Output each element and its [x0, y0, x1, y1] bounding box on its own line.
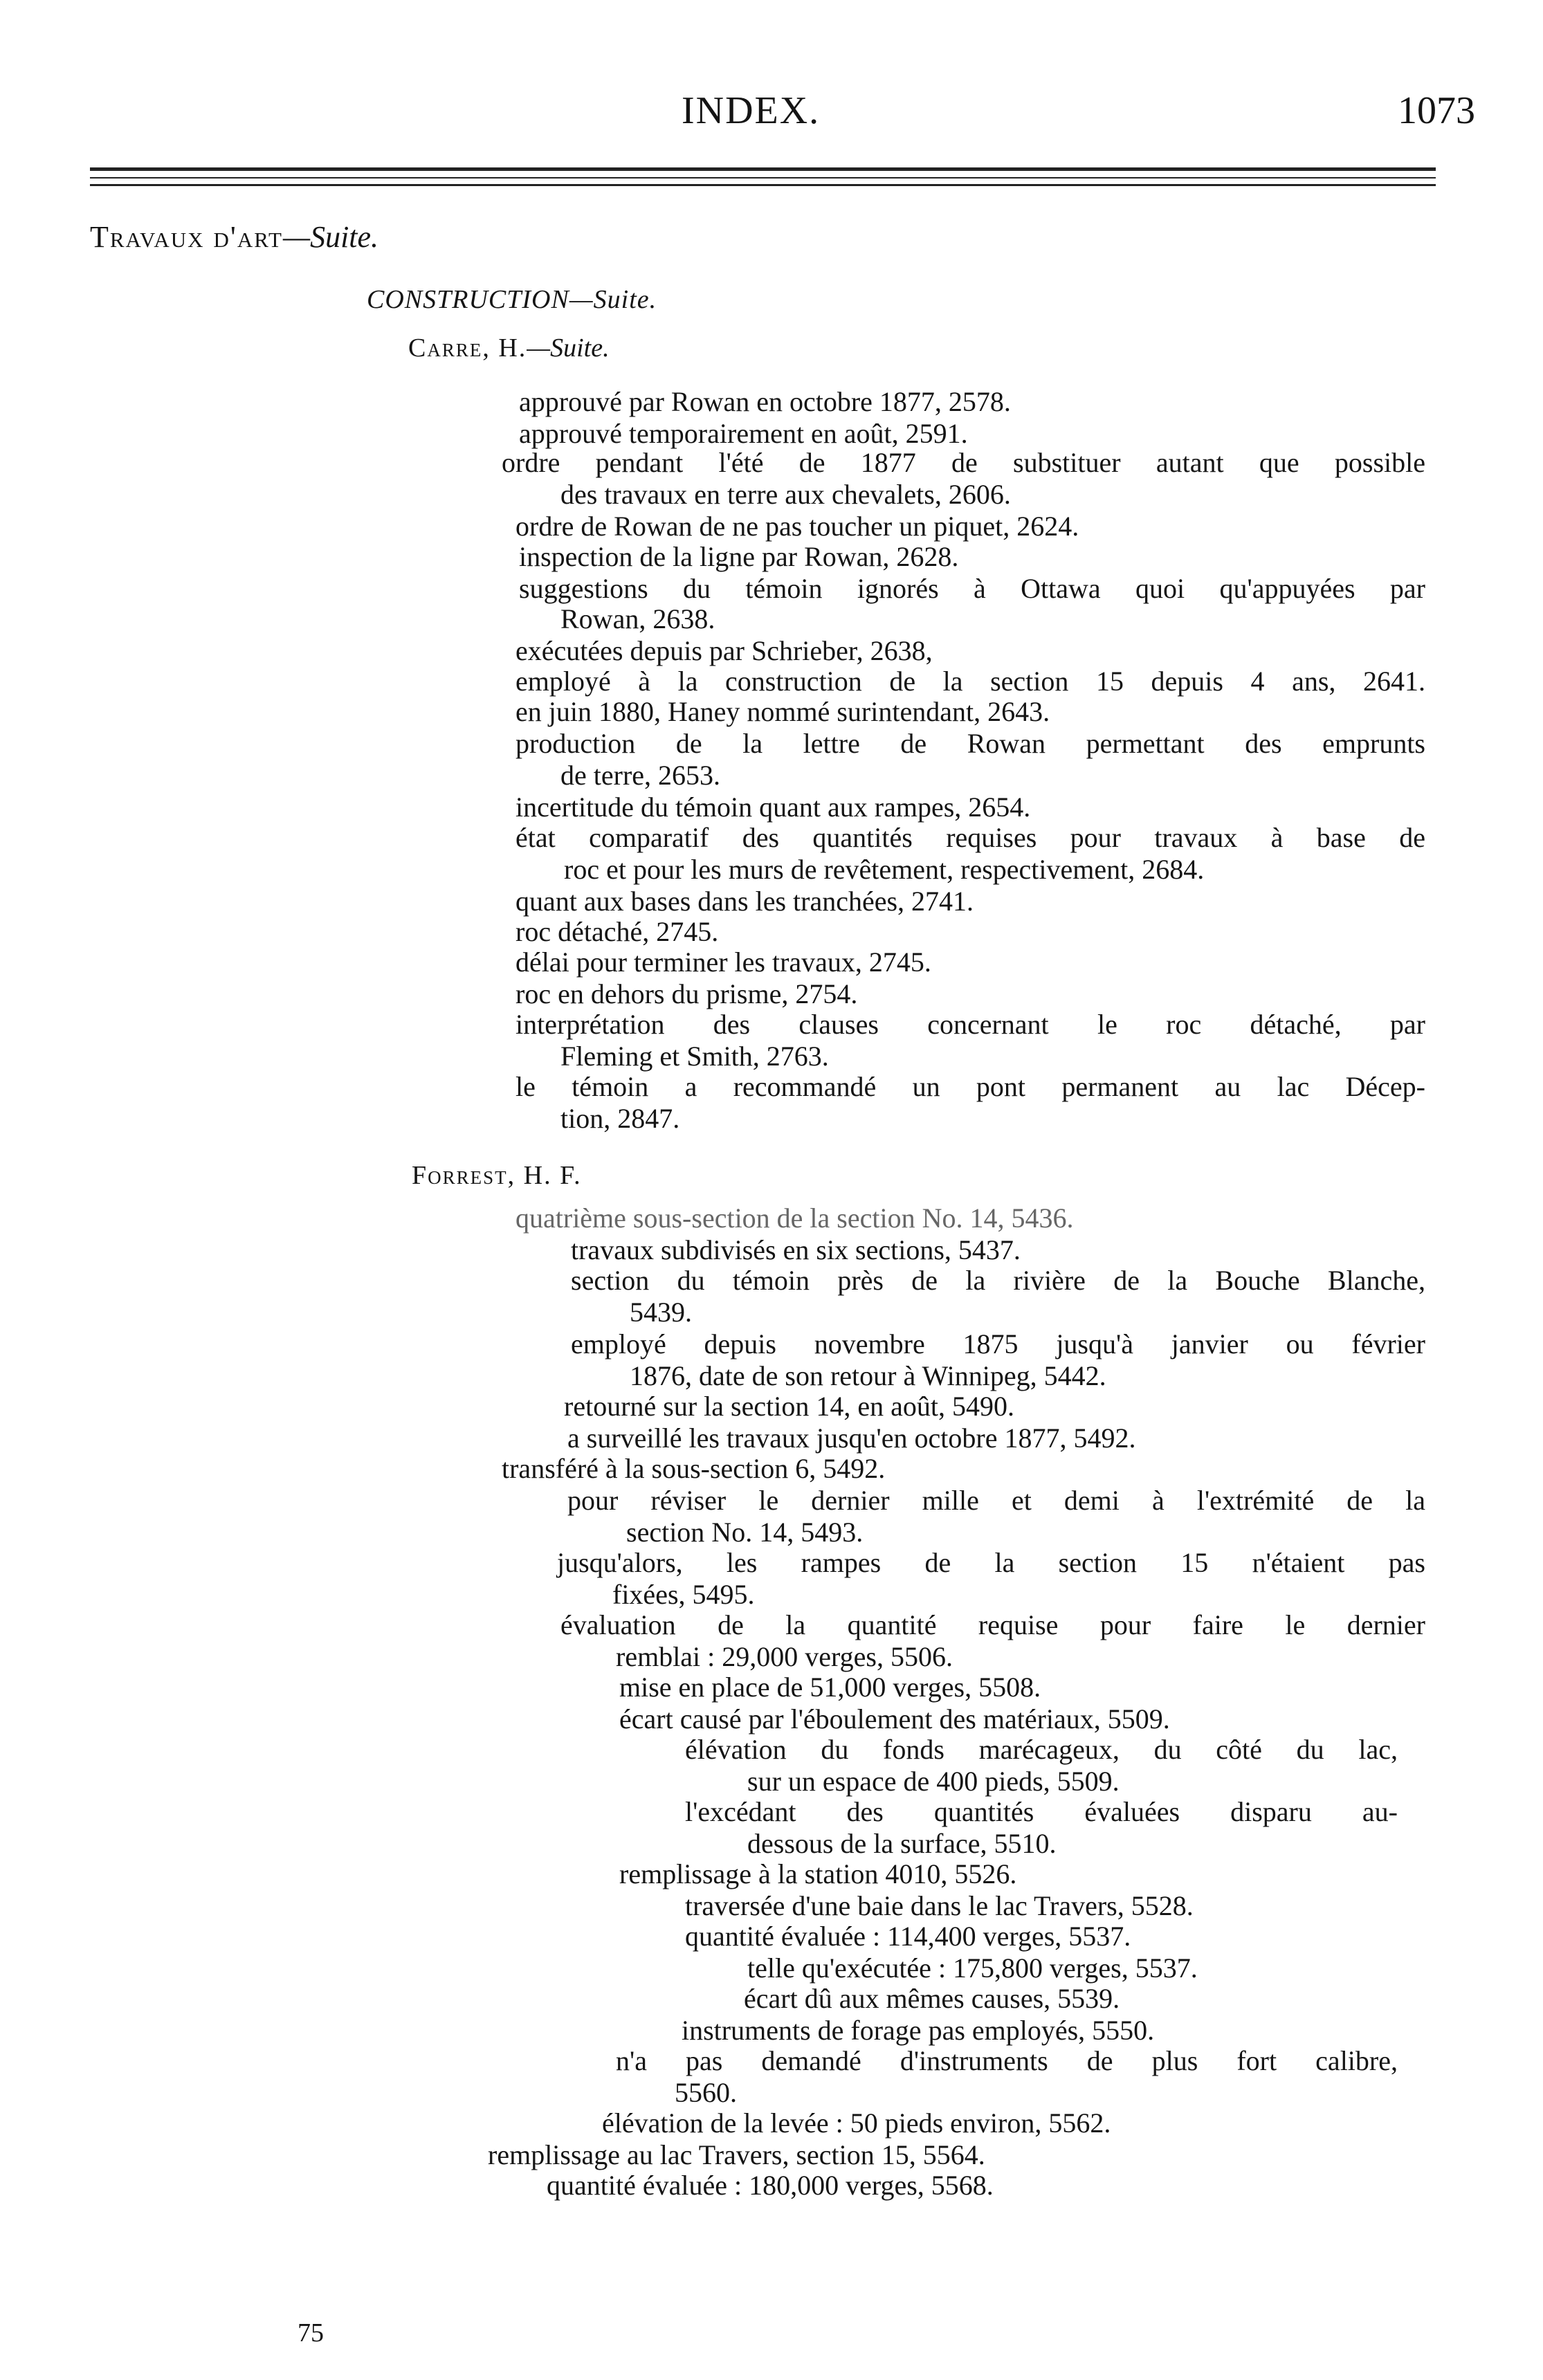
index-line: production de la lettre de Rowan permettant des emprunts: [515, 728, 1425, 759]
index-line: pour réviser le dernier mille et demi à l'extrémité de la: [567, 1485, 1425, 1516]
index-line: transféré à la sous-section 6, 5492.: [502, 1453, 886, 1484]
index-line: évaluation de la quantité requise pour faire le dernier: [560, 1609, 1425, 1640]
index-line: n'a pas demandé d'instruments de plus fort calibre,: [616, 2045, 1398, 2076]
index-line: remplissage à la station 4010, 5526.: [619, 1858, 1017, 1889]
index-line: interprétation des clauses concernant le roc détaché, par: [515, 1009, 1425, 1040]
index-line: quatrième sous-section de la section No. 14, 5436.: [515, 1202, 1074, 1234]
index-line: jusqu'alors, les rampes de la section 15 n'étaient pas: [557, 1547, 1425, 1578]
header-rule: [90, 177, 1436, 178]
index-line: 5439.: [630, 1297, 692, 1328]
index-line: délai pour terminer les travaux, 2745.: [515, 946, 931, 978]
index-line: en juin 1880, Haney nommé surintendant, 2643.: [515, 696, 1050, 727]
index-line: dessous de la surface, 5510.: [747, 1828, 1057, 1859]
index-line: employé depuis novembre 1875 jusqu'à janvier ou février: [571, 1328, 1425, 1360]
signature-mark: 75: [298, 2318, 324, 2347]
index-line: tion, 2847.: [560, 1103, 680, 1134]
index-line: Rowan, 2638.: [560, 603, 715, 634]
index-line: sur un espace de 400 pieds, 5509.: [747, 1766, 1120, 1797]
index-line: quant aux bases dans les tranchées, 2741.: [515, 886, 974, 917]
page-number: 1073: [1398, 89, 1475, 132]
index-line: travaux subdivisés en six sections, 5437.: [571, 1234, 1021, 1265]
index-line: l'excédant des quantités évaluées disparu au-: [685, 1796, 1398, 1827]
index-line: remblai : 29,000 verges, 5506.: [616, 1641, 953, 1672]
sub-heading: CONSTRUCTION—Suite.: [367, 285, 657, 314]
index-line: approuvé temporairement en août, 2591.: [519, 418, 968, 449]
index-line: a surveillé les travaux jusqu'en octobre 1877, 5492.: [567, 1422, 1136, 1454]
index-line: roc en dehors du prisme, 2754.: [515, 978, 858, 1009]
index-line: retourné sur la section 14, en août, 5490.: [564, 1391, 1014, 1422]
index-line: écart dû aux mêmes causes, 5539.: [744, 1983, 1120, 2014]
index-line: section du témoin près de la rivière de la Bouche Blanche,: [571, 1265, 1425, 1296]
entry-name: Forrest, H. F.: [412, 1161, 582, 1190]
page-title: INDEX.: [682, 89, 821, 132]
index-line: quantité évaluée : 114,400 verges, 5537.: [685, 1921, 1131, 1952]
index-line: Fleming et Smith, 2763.: [560, 1041, 829, 1072]
index-line: état comparatif des quantités requises pour travaux à base de: [515, 822, 1425, 853]
index-line: le témoin a recommandé un pont permanent au lac Décep-: [515, 1071, 1425, 1102]
index-line: mise en place de 51,000 verges, 5508.: [619, 1672, 1041, 1703]
index-line: inspection de la ligne par Rowan, 2628.: [519, 541, 959, 572]
index-line: traversée d'une baie dans le lac Travers, 5528.: [685, 1890, 1194, 1921]
index-line: ordre de Rowan de ne pas toucher un piquet, 2624.: [515, 511, 1079, 542]
main-heading: Travaux d'art—Suite.: [90, 220, 379, 254]
index-line: quantité évaluée : 180,000 verges, 5568.: [547, 2170, 994, 2201]
index-line: telle qu'exécutée : 175,800 verges, 5537.: [747, 1952, 1198, 1984]
index-line: écart causé par l'éboulement des matériaux, 5509.: [619, 1703, 1170, 1734]
index-line: roc et pour les murs de revêtement, respectivement, 2684.: [564, 854, 1205, 885]
index-line: des travaux en terre aux chevalets, 2606.: [560, 479, 1011, 510]
index-line: section No. 14, 5493.: [626, 1517, 864, 1548]
index-line: élévation du fonds marécageux, du côté du lac,: [685, 1734, 1398, 1765]
index-line: exécutées depuis par Schrieber, 2638,: [515, 635, 933, 666]
index-line: employé à la construction de la section 15 depuis 4 ans, 2641.: [515, 666, 1425, 697]
index-line: ordre pendant l'été de 1877 de substituer autant que possible: [502, 447, 1425, 478]
header-rule: [90, 184, 1436, 186]
index-line: roc détaché, 2745.: [515, 916, 719, 947]
index-line: 1876, date de son retour à Winnipeg, 5442.: [630, 1360, 1106, 1391]
index-line: élévation de la levée : 50 pieds environ, 5562.: [602, 2107, 1111, 2139]
index-line: instruments de forage pas employés, 5550.: [682, 2015, 1155, 2046]
index-line: incertitude du témoin quant aux rampes, 2654.: [515, 791, 1031, 823]
running-header: [0, 89, 1543, 144]
index-line: fixées, 5495.: [612, 1579, 755, 1610]
index-line: de terre, 2653.: [560, 760, 721, 791]
index-line: 5560.: [675, 2077, 737, 2108]
header-rule: [90, 167, 1436, 171]
index-line: suggestions du témoin ignorés à Ottawa quoi qu'appuyées par: [519, 573, 1425, 604]
index-line: remplissage au lac Travers, section 15, 5564.: [488, 2139, 985, 2170]
entry-name: Carre, H.—Suite.: [408, 333, 610, 363]
index-line: approuvé par Rowan en octobre 1877, 2578.: [519, 386, 1011, 417]
